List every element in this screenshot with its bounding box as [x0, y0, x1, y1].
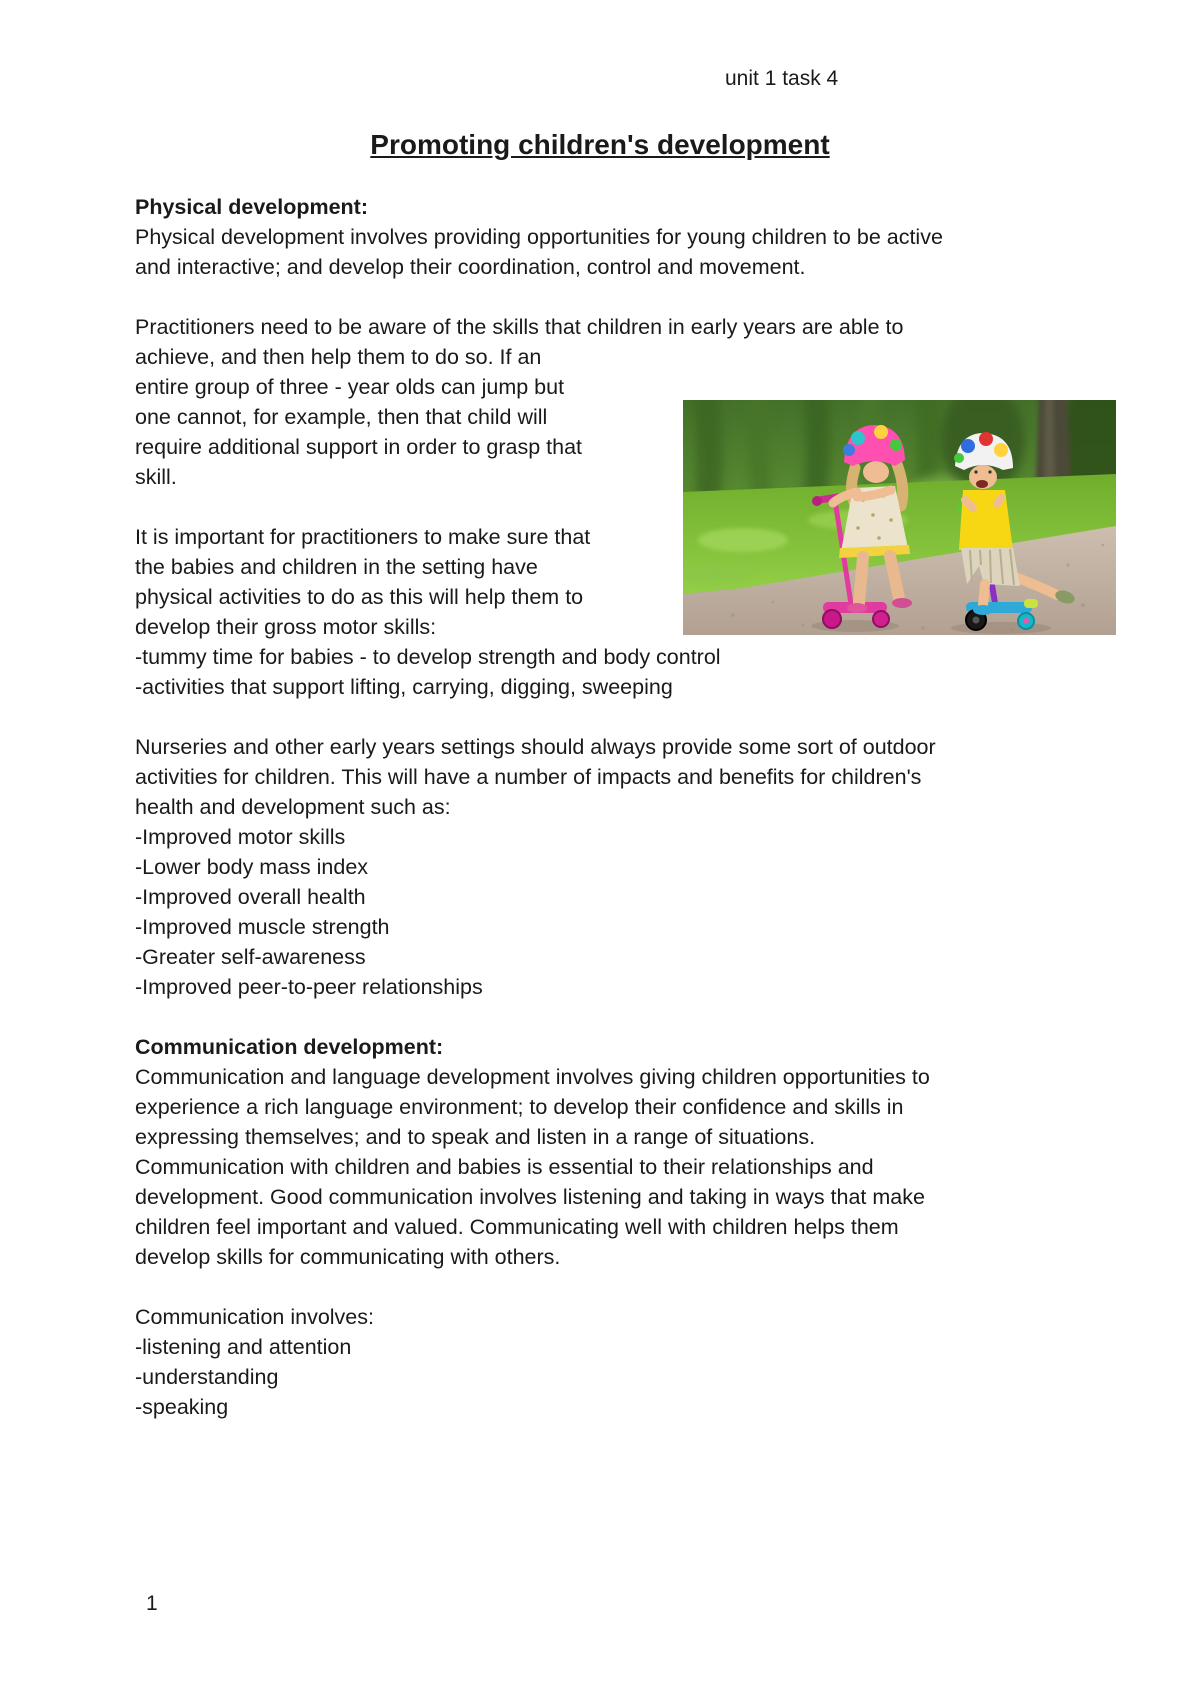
text-line: physical activities to do as this will help them to [135, 585, 584, 609]
text-line: -Lower body mass index [135, 855, 369, 879]
text-line: -tummy time for babies - to develop strength and body control [135, 645, 721, 669]
text-line: children feel important and valued. Communicating well with children helps them [135, 1215, 899, 1239]
text-line: expressing themselves; and to speak and listen in a range of situations. [135, 1125, 816, 1149]
document-title: Promoting children's development [370, 129, 830, 160]
text-line: Physical development involves providing opportunities for young children to be active [135, 225, 943, 249]
text-line: development. Good communication involves listening and taking in ways that make [135, 1185, 925, 1209]
blank-line [135, 1002, 1095, 1032]
text-line: -speaking [135, 1395, 229, 1419]
text-line: -listening and attention [135, 1335, 352, 1359]
blank-line [135, 702, 1095, 732]
text-line: It is important for practitioners to make sure that [135, 525, 591, 549]
text-line: Practitioners need to be aware of the skills that children in early years are able to [135, 315, 904, 339]
text-line: entire group of three - year olds can jump but [135, 375, 565, 399]
section-heading: Communication development: [135, 1035, 444, 1059]
text-line: -activities that support lifting, carrying, digging, sweeping [135, 675, 673, 699]
text-line: -Greater self-awareness [135, 945, 366, 969]
blank-line [135, 282, 1095, 312]
children-scooters-photo [683, 400, 1116, 635]
text-line: the babies and children in the setting have [135, 555, 538, 579]
page-header-text: unit 1 task 4 [725, 67, 839, 90]
text-line: experience a rich language environment; to develop their confidence and skills in [135, 1095, 904, 1119]
text-line: -Improved motor skills [135, 825, 346, 849]
text-line: Nurseries and other early years settings should always provide some sort of outdoor [135, 735, 936, 759]
text-line: health and development such as: [135, 795, 451, 819]
text-line: activities for children. This will have a number of impacts and benefits for children's [135, 765, 922, 789]
text-line: Communication involves: [135, 1305, 374, 1329]
text-line: skill. [135, 465, 177, 489]
document-body [135, 192, 1095, 1422]
text-line: develop their gross motor skills: [135, 615, 437, 639]
text-line: achieve, and then help them to do so. If an [135, 345, 542, 369]
text-line: develop skills for communicating with others. [135, 1245, 561, 1269]
section-heading: Physical development: [135, 195, 368, 219]
text-line: -understanding [135, 1365, 279, 1389]
text-line: require additional support in order to grasp that [135, 435, 582, 459]
page-number: 1 [146, 1592, 158, 1615]
blank-line [135, 1272, 1095, 1302]
text-line: and interactive; and develop their coordination, control and movement. [135, 255, 806, 279]
text-line: Communication and language development involves giving children opportunities to [135, 1065, 930, 1089]
children-scooters-illustration [683, 400, 1116, 635]
text-line: -Improved overall health [135, 885, 366, 909]
text-line: Communication with children and babies is essential to their relationships and [135, 1155, 874, 1179]
text-line: one cannot, for example, then that child will [135, 405, 548, 429]
text-line: -Improved peer-to-peer relationships [135, 975, 483, 999]
text-line: -Improved muscle strength [135, 915, 390, 939]
